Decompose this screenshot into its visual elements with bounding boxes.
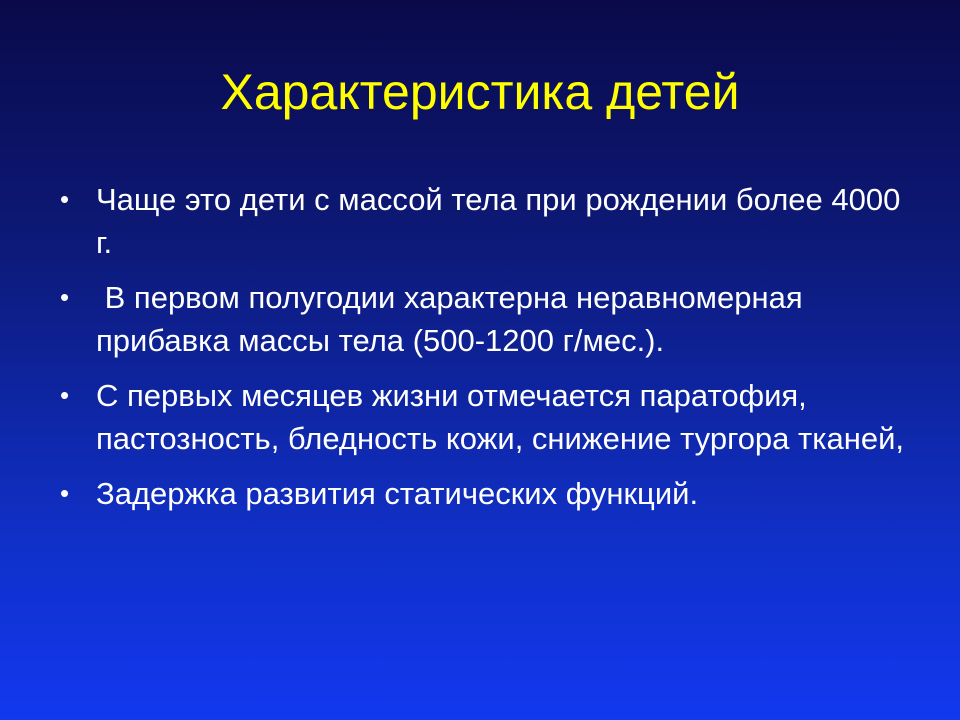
bullet-item — [60, 276, 920, 362]
bullet-icon: • — [60, 184, 70, 214]
bullet-text: С первых месяцев жизни отмечается паратофия, пастозность, бледность кожи, снижение тургора тканей, — [96, 378, 904, 456]
bullet-item — [60, 178, 920, 264]
bullet-list — [60, 178, 920, 527]
bullet-icon: • — [60, 380, 70, 410]
bullet-text: Задержка развития статических функций. — [96, 476, 699, 511]
bullet-item — [60, 374, 920, 460]
bullet-item — [60, 472, 920, 515]
bullet-icon: • — [60, 282, 70, 312]
bullet-text: В первом полугодии характерна неравномерная прибавка массы тела (500-1200 г/мес.). — [96, 280, 812, 358]
slide-title: Характеристика детей — [220, 64, 740, 120]
bullet-icon: • — [60, 478, 70, 508]
bullet-text: Чаще это дети с массой тела при рождении более 4000 г. — [96, 182, 901, 260]
